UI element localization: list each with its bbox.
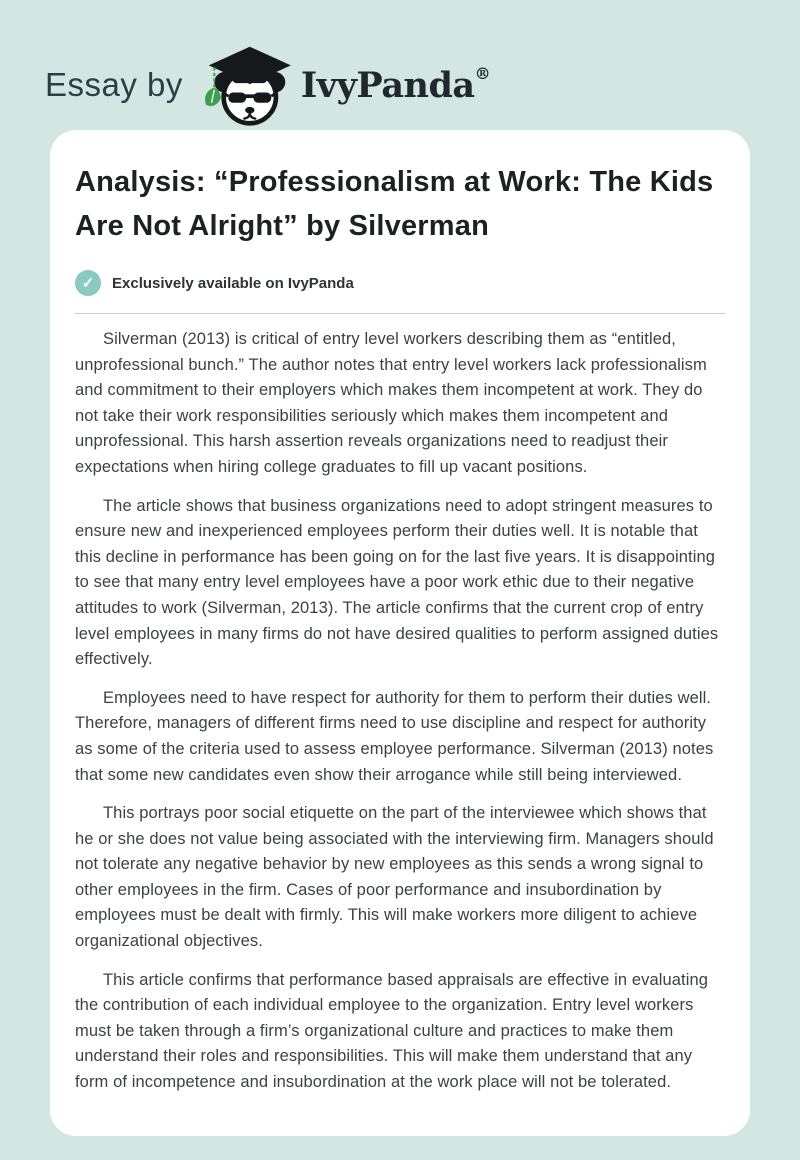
registered-trademark: ® <box>474 64 491 83</box>
availability-row <box>75 270 725 296</box>
availability-label: Exclusively available on IvyPanda <box>112 274 354 292</box>
check-icon: ✓ <box>75 270 101 296</box>
panda-graduate-icon <box>199 43 295 127</box>
page-header <box>0 0 800 130</box>
essay-paragraph: The article shows that business organizations need to adopt stringent measures to ensure new and inexperienced employees perform their duties well. It is notable that this decline in performance has been going on for the last five years. It is disappointing to see that many entry level employees have a poor work ethic due to their negative attitudes to work (Silverman, 2013). The article confirms that the current crop of entry level employees in many firms do not have desired qualities to perform assigned duties effectively. <box>75 496 719 669</box>
page-title: Analysis: “Professionalism at Work: The Kids Are Not Alright” by Silverman <box>75 166 714 242</box>
essay-paragraph: This portrays poor social etiquette on the part of the interviewee which shows that he or she does not value being associated with the interviewing firm. Managers should not tolerate any negative behavior by new employees as this sends a wrong signal to other employees in the firm. Cases of poor performance and insubordination by employees must be dealt with firmly. This will make workers more diligent to achieve organizational objectives. <box>75 804 714 951</box>
essay-paragraph: Silverman (2013) is critical of entry level workers describing them as “entitled, unprofessional bunch.” The author notes that entry level workers lack professionalism and commitment to their employers which makes them incompetent at work. They do not take their work responsibilities seriously which makes them incompetent and unprofessional. This harsh assertion reveals organizations need to readjust their expectations when hiring college graduates to fill up vacant positions. <box>75 330 707 476</box>
essay-paragraph: Employees need to have respect for authority for them to perform their duties well. Therefore, managers of different firms need to use discipline and respect for authority as some of the criteria used to assess employee performance. Silverman (2013) notes that some new candidates even show their arrogance while still being interviewed. <box>75 688 714 784</box>
essay-body <box>75 327 725 1096</box>
divider <box>75 313 725 314</box>
brand-wordmark <box>301 64 490 106</box>
essay-by-label: Essay by <box>45 66 183 103</box>
brand-name: IvyPanda <box>300 65 475 106</box>
essay-paragraph: This article confirms that performance based appraisals are effective in evaluating the contribution of each individual employee to the organization. Entry level workers must be taken through a firm’s organizational culture and practices to make them understand their roles and responsibilities. This will make them understand that any form of incompetence and insubordination at the work place will not be tolerated. <box>75 970 709 1092</box>
essay-card <box>50 130 750 1136</box>
